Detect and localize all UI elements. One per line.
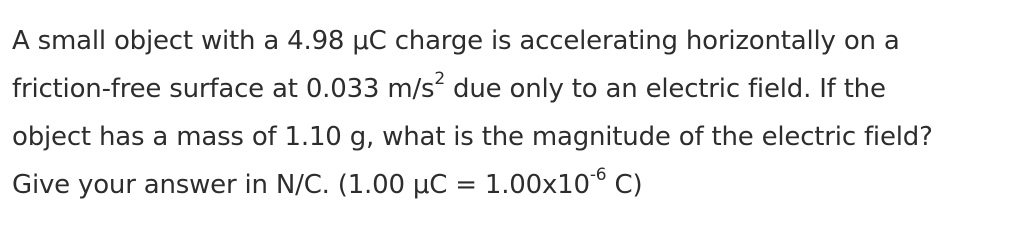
question-line-2 [12, 65, 1022, 113]
question-line-4 [12, 161, 1022, 209]
question-line-3-text: object has a mass of 1.10 g, what is the magnitude of the electric field? [12, 122, 933, 152]
question-line-1 [12, 17, 1022, 65]
question-text [12, 17, 1022, 209]
acceleration-unit-exponent: 2 [434, 69, 445, 90]
scientific-notation-exponent: -6 [589, 165, 607, 186]
question-line-1-text: A small object with a 4.98 μC charge is accelerating horizontally on a [12, 26, 900, 56]
question-line-3 [12, 113, 1022, 161]
question-line-4-text-end: C) [606, 170, 643, 200]
question-line-4-text-start: Give your answer in N/C. (1.00 μC = 1.00x10 [12, 170, 590, 200]
question-line-2-text-end: due only to an electric field. If the [444, 74, 886, 104]
question-line-2-text-start: friction-free surface at 0.033 m/s [12, 74, 435, 104]
